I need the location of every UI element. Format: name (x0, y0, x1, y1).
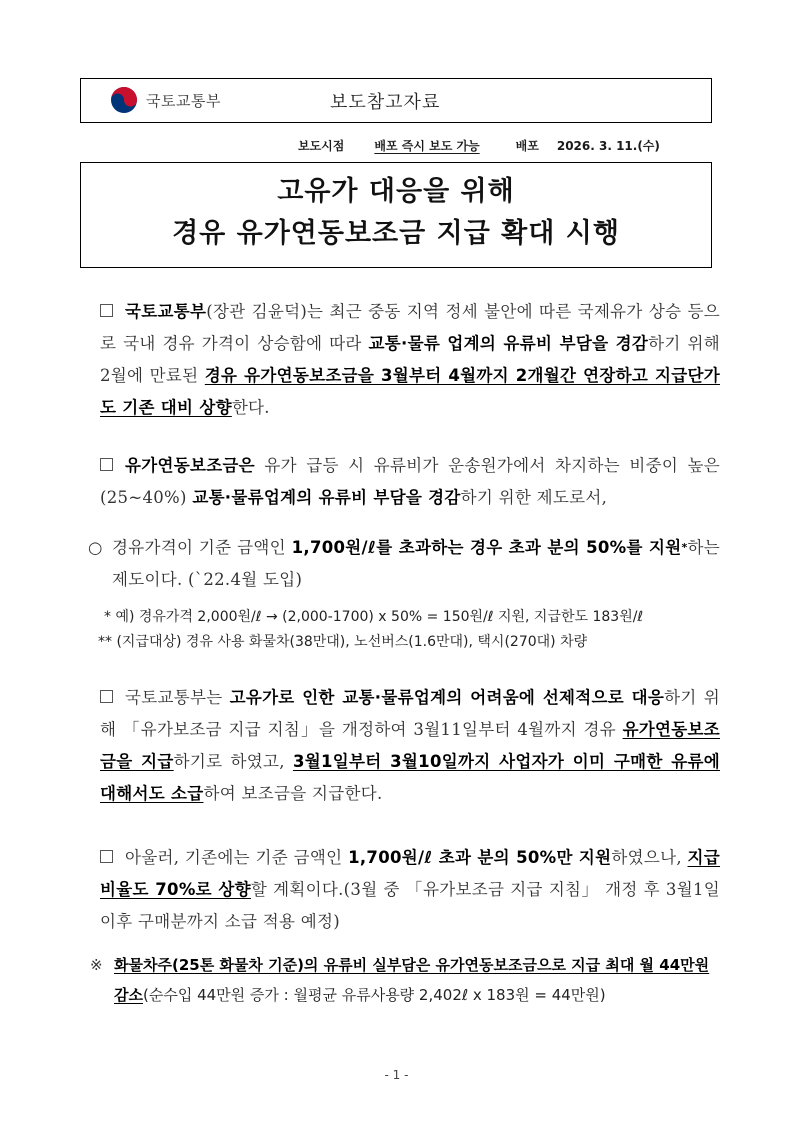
release-value: 배포 즉시 보도 가능 (374, 139, 480, 153)
checkbox-bullet-icon (100, 690, 113, 703)
section-4: 아울러, 기존에는 기준 금액인 1,700원/ℓ 초과 분의 50%만 지원하였으나, 지급 비율도 70%로 상향할 계획이다.(3월 중 「유가보조금 지급 지침」 개정 후 3월1일 이후 구매분까지 소급 적용 예정) (100, 848, 721, 931)
title-line-1: 고유가 대응을 위해 (277, 176, 515, 207)
release-label: 보도시점 (298, 139, 345, 153)
section-1: 국토교통부(장관 김윤덕)는 최근 중동 지역 정세 불안에 따른 국제유가 상승 등으로 국내 경유 가격이 상승함에 따라 교통·물류 업계의 유류비 부담을 경감하기 위해 2월에 만료된 경유 유가연동보조금을 3월부터 4월까지 2개월간 연장하고 지급단가도 기존 대비 상향한다. (100, 302, 720, 417)
checkbox-bullet-icon (100, 304, 113, 317)
checkbox-bullet-icon (100, 458, 113, 471)
section-2-sub: ○ 경유가격이 기준 금액인 1,700원/ℓ를 초과하는 경우 초과 분의 50%를 지원*하는 제도이다. (`22.4월 도입) (88, 532, 720, 596)
note-target: ** (지급대상) 경유 사용 화물차(38만대), 노선버스(1.6만대), 택시(270대) 차량 (98, 634, 588, 650)
release-info (298, 137, 660, 154)
checkbox-bullet-icon (100, 850, 113, 863)
reference-mark-icon: ※ (90, 956, 103, 974)
section-3: 국토교통부는 고유가로 인한 교통·물류업계의 어려움에 선제적으로 대응하기 위해 「유가보조금 지급 지침」을 개정하여 3월11일부터 4월까지 경유 유가연동보조금을 지급하기로 하였고, 3월1일부터 3월10일까지 사업자가 이미 구매한 유류에 대해서도 소급하여 보조금을 지급한다. (100, 688, 721, 803)
section-2: 유가연동보조금은 유가 급등 시 유류비가 운송원가에서 차지하는 비중이 높은(25~40%) 교통·물류업계의 유류비 부담을 경감하기 위한 제도로서, (100, 456, 720, 507)
note-example: * 예) 경유가격 2,000원/ℓ → (2,000-1700) x 50% = 150원/ℓ 지원, 지급한도 183원/ℓ (104, 609, 644, 625)
ministry-name: 국토교통부 (146, 92, 221, 110)
reference-note: ※ 화물차주(25톤 화물차 기준)의 유류비 실부담은 유가연동보조금으로 지급 최대 월 44만원 감소(순수입 44만원 증가 : 월평균 유류사용량 2,402ℓ x 183원 = 44만원) (90, 950, 720, 1010)
title-box (80, 162, 712, 268)
ministry-logo-icon (110, 86, 138, 114)
title-line-2: 경유 유가연동보조금 지급 확대 시행 (172, 218, 620, 249)
document-type: 보도참고자료 (330, 92, 441, 113)
page-number: - 1 - (384, 1068, 409, 1082)
distribution-label: 배포 (515, 139, 539, 153)
distribution-date: 2026. 3. 11.(수) (556, 139, 660, 153)
circle-bullet-icon: ○ (88, 538, 103, 557)
